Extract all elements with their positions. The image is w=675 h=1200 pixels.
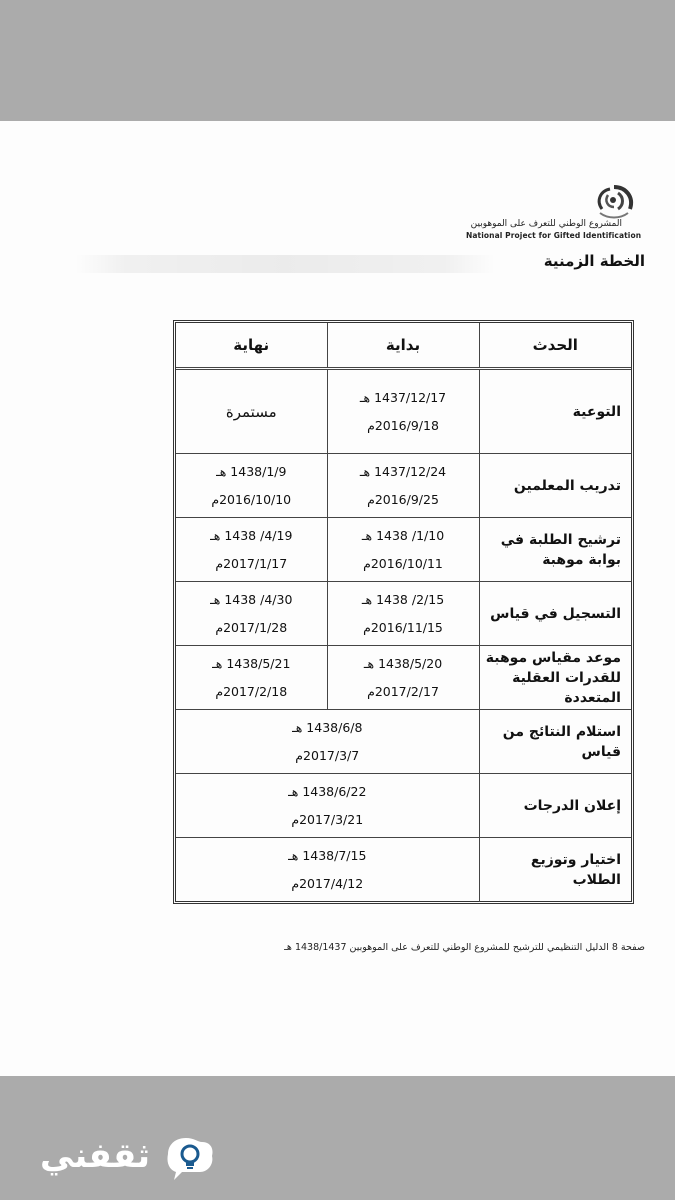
- end-hijri: 4/30/ 1438 هـ: [210, 591, 293, 607]
- end-gregorian: 2017/2/18م: [215, 683, 288, 699]
- event-cell: تدريب المعلمين: [479, 454, 631, 518]
- table-row: [176, 838, 631, 902]
- start-hijri: 1438/5/20 هـ: [363, 655, 443, 671]
- end-gregorian: 2017/1/17م: [215, 555, 288, 571]
- event-cell: التسجيل في قياس: [479, 582, 631, 646]
- date-gregorian: 2017/3/7م: [295, 747, 360, 763]
- event-cell: التوعية: [479, 369, 631, 454]
- start-hijri: 2/15/ 1438 هـ: [361, 591, 445, 607]
- brand-name: ثقفني: [40, 1136, 150, 1176]
- watermark-brand: [40, 1130, 215, 1190]
- table-row: [176, 646, 631, 710]
- footer-page-number: 8: [611, 942, 618, 953]
- date-hijri: 1438/6/22 هـ: [288, 783, 367, 799]
- start-cell: [327, 646, 479, 710]
- table-header-row: [176, 323, 631, 369]
- event-cell: ترشيح الطلبة في بوابة موهبة: [479, 518, 631, 582]
- footer-text: الدليل التنظيمي للترشيح للمشروع الوطني للتعرف على الموهوبين 1438/1437 هـ: [284, 942, 609, 953]
- end-hijri: 1438/1/9 هـ: [216, 463, 287, 479]
- start-gregorian: 2017/2/17م: [367, 683, 439, 699]
- start-hijri: 1/10/ 1438 هـ: [361, 527, 445, 543]
- start-gregorian: 2016/10/11م: [363, 555, 443, 571]
- end-hijri: 1438/5/21 هـ: [212, 655, 291, 671]
- date-gregorian: 2017/3/21م: [291, 811, 364, 827]
- table-row: [176, 710, 631, 774]
- schedule-table: [173, 320, 634, 904]
- start-cell: [327, 582, 479, 646]
- table-row: [176, 518, 631, 582]
- table-row: [176, 582, 631, 646]
- project-logo: [462, 181, 642, 243]
- event-cell: اختيار وتوزيع الطلاب: [479, 838, 631, 902]
- start-gregorian: 2016/11/15م: [363, 619, 443, 635]
- end-cell: [176, 518, 327, 582]
- start-cell: [327, 369, 479, 454]
- end-cell: [176, 454, 327, 518]
- start-gregorian: 2016/9/18م: [367, 417, 439, 433]
- end-cell: [176, 369, 327, 454]
- table-row: [176, 774, 631, 838]
- logo-arabic-name: المشروع الوطني للتعرف على الموهوبين: [470, 219, 622, 229]
- end-gregorian: 2016/10/10م: [211, 491, 292, 507]
- date-hijri: 1438/7/15 هـ: [288, 847, 367, 863]
- project-logo-mark-icon: [590, 183, 638, 223]
- footer-page-label: صفحة: [620, 942, 645, 953]
- end-cell: [176, 646, 327, 710]
- header-event: الحدث: [479, 323, 631, 369]
- date-cell: [176, 710, 479, 774]
- header-start: بداية: [327, 323, 479, 369]
- date-cell: [176, 838, 479, 902]
- end-ongoing: مستمرة: [225, 402, 277, 421]
- end-gregorian: 2017/1/28م: [215, 619, 288, 635]
- end-cell: [176, 582, 327, 646]
- event-cell: استلام النتائج من قياس: [479, 710, 631, 774]
- start-hijri: 1437/12/24 هـ: [359, 463, 447, 479]
- start-cell: [327, 454, 479, 518]
- start-hijri: 1437/12/17 هـ: [359, 389, 447, 405]
- date-cell: [176, 774, 479, 838]
- event-cell: موعد مقياس موهبة للقدرات العقلية المتعددة: [479, 646, 631, 710]
- header-end: نهاية: [176, 323, 327, 369]
- table-row: [176, 454, 631, 518]
- section-title: الخطة الزمنية: [543, 252, 645, 270]
- scan-artifact: [75, 255, 495, 273]
- date-gregorian: 2017/4/12م: [291, 875, 364, 891]
- date-hijri: 1438/6/8 هـ: [292, 719, 363, 735]
- start-gregorian: 2016/9/25م: [367, 491, 439, 507]
- page-footer: [0, 942, 645, 953]
- table-row: [176, 369, 631, 454]
- start-cell: [327, 518, 479, 582]
- end-hijri: 4/19/ 1438 هـ: [210, 527, 293, 543]
- logo-english-name: National Project for Gifted Identification: [466, 231, 642, 240]
- event-cell: إعلان الدرجات: [479, 774, 631, 838]
- lightbulb-icon: [160, 1134, 216, 1186]
